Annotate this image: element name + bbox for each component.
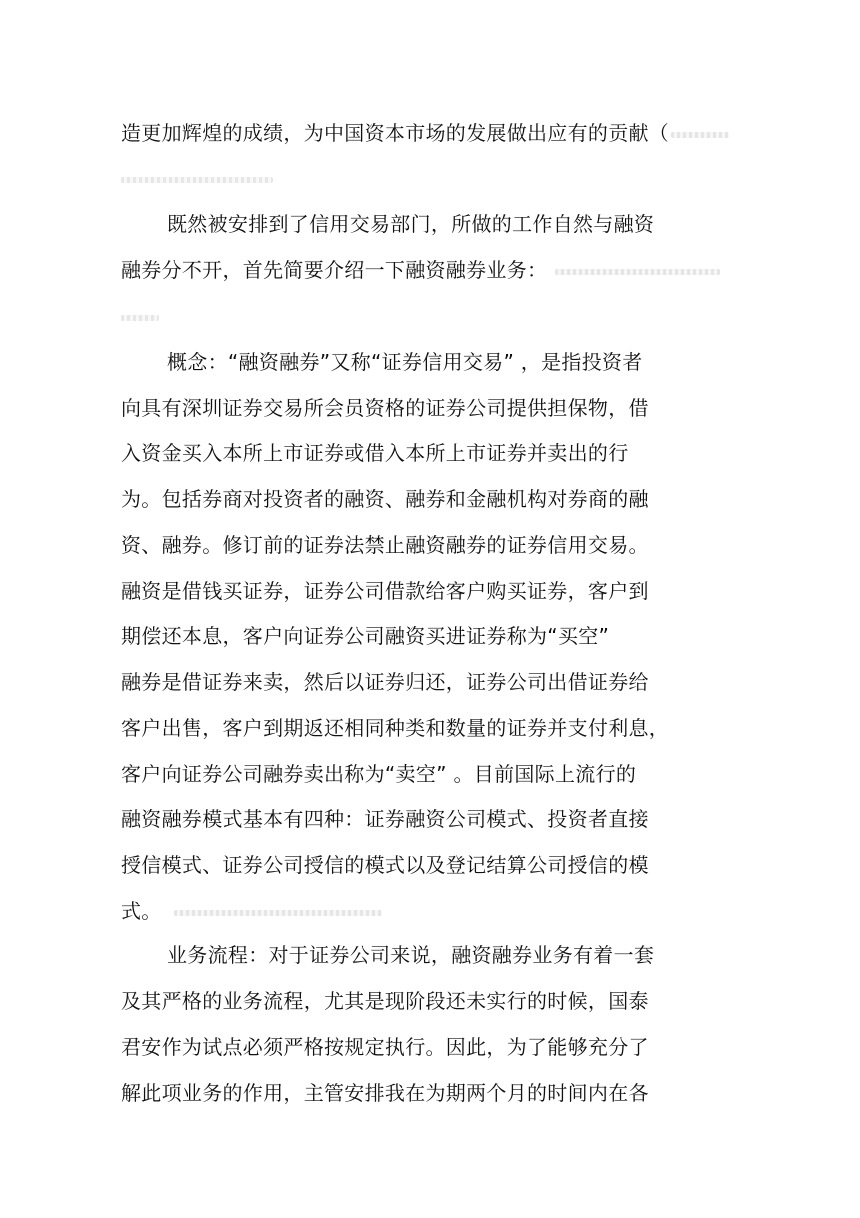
faint-watermark [555,269,720,275]
text-line-content: 融券是借证券来卖，然后以证券归还，证券公司出借证券给 [121,670,649,694]
text-line [121,760,636,788]
text-line [121,485,649,513]
text-line [121,805,649,833]
text-line [121,668,649,696]
text-line-content: 客户向证券公司融券卖出称为“卖空” 。目前国际上流行的 [121,762,637,786]
text-line [167,210,654,238]
text-line [121,987,649,1015]
text-line-content: 式。 [121,899,162,923]
text-line [121,256,720,284]
faint-watermark [174,910,382,916]
text-line [121,439,629,467]
text-line-content: 客户出售，客户到期返还相同种类和数量的证券并支付利息， [121,716,670,740]
text-line [121,1079,649,1107]
text-line-content: 融券分不开，首先简要介绍一下融资融券业务： [121,258,548,282]
text-line-content: 造更加辉煌的成绩，为中国资本市场的发展做出应有的贡献（ [121,121,670,145]
text-line [121,851,649,879]
text-line-content: 及其严格的业务流程，尤其是现阶段还未实行的时候，国泰 [121,989,649,1013]
faint-watermark [671,132,729,138]
text-line-content: 业务流程：对于证券公司来说，融资融券业务有着一套 [167,943,655,967]
text-line-content: 融资融券模式基本有四种：证券融资公司模式、投资者直接 [121,807,649,831]
text-line [121,577,649,605]
text-line-content: 君安作为试点必须严格按规定执行。因此，为了能够充分了 [121,1035,649,1059]
text-line [121,394,649,422]
text-line [167,941,654,969]
text-line-content: 资、融券。修订前的证券法禁止融资融券的证券信用交易。 [121,533,649,557]
text-line-content: 概念：“融资融券”又称“证券信用交易” ，是指投资者 [167,350,643,374]
text-line [121,622,609,650]
faint-watermark [121,177,273,183]
text-line [121,531,649,559]
text-line-content: 既然被安排到了信用交易部门，所做的工作自然与融资 [167,212,655,236]
text-line-content: 为。包括券商对投资者的融资、融券和金融机构对券商的融 [121,487,649,511]
text-line [121,119,729,147]
text-line [167,348,643,376]
text-line [121,1033,649,1061]
text-line-content: 授信模式、证券公司授信的模式以及登记结算公司授信的模 [121,853,649,877]
text-line-content: 融资是借钱买证券，证券公司借款给客户购买证券，客户到 [121,579,649,603]
text-line-content: 期偿还本息，客户向证券公司融资买进证券称为“买空” [121,624,610,648]
text-line [121,897,382,925]
text-line-content: 解此项业务的作用，主管安排我在为期两个月的时间内在各 [121,1081,649,1105]
text-line-content: 向具有深圳证券交易所会员资格的证券公司提供担保物，借 [121,396,649,420]
text-line-content: 入资金买入本所上市证券或借入本所上市证券并卖出的行 [121,441,629,465]
text-line [121,714,669,742]
faint-watermark [121,315,159,321]
